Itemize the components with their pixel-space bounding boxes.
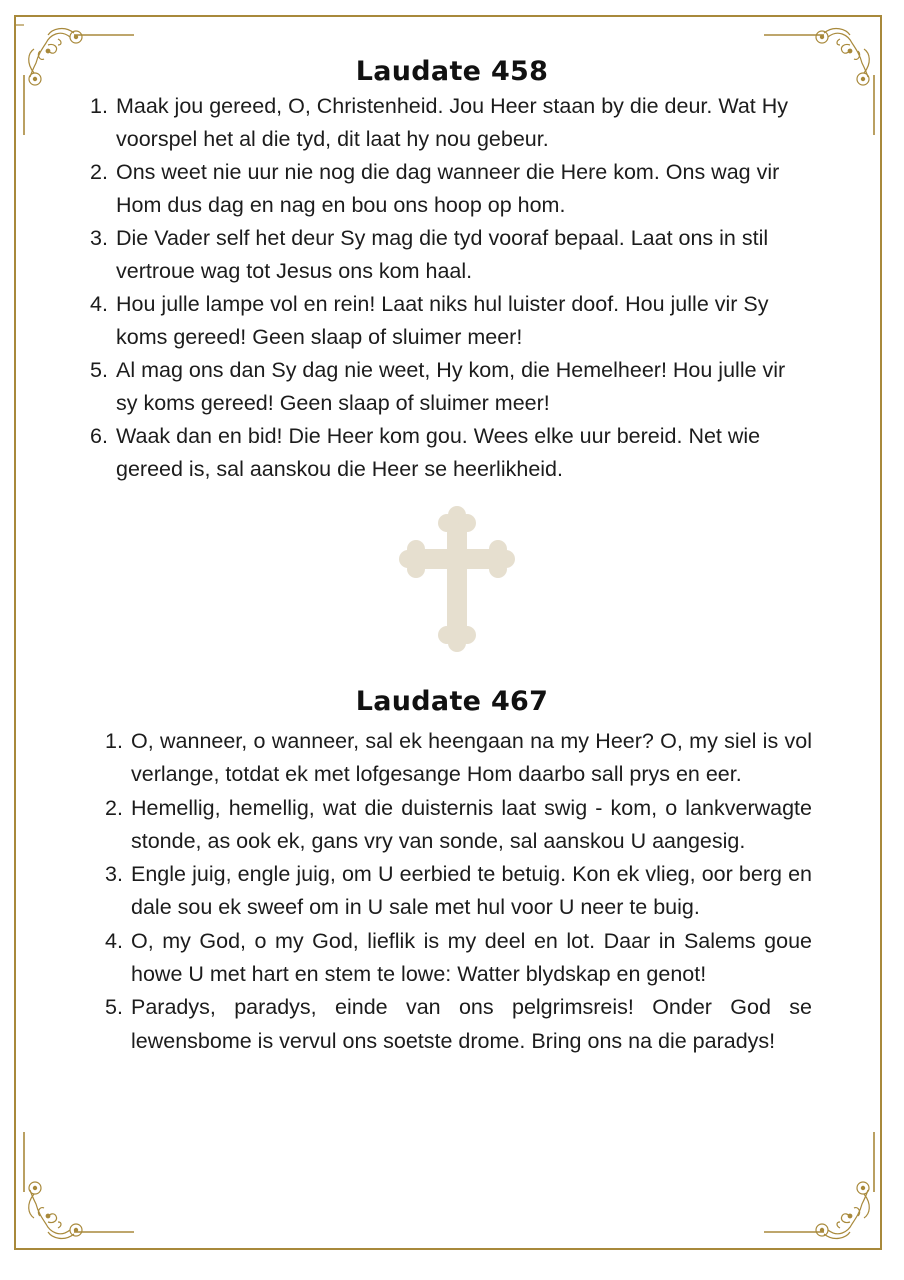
verse-item — [90, 156, 810, 222]
verse-number: 4. — [90, 292, 108, 316]
verse-number: 1. — [105, 729, 123, 753]
hymn-467-verse-list — [105, 725, 812, 1058]
verse-number: 5. — [90, 358, 108, 382]
verse-text: O, wanneer, o wanneer, sal ek heengaan na my Heer? O, my siel is vol verlange, totdat ek met lofgesange Hom daarbo sall prys en eer. — [131, 729, 812, 787]
verse-text: O, my God, o my God, lieflik is my deel en lot. Daar in Salems goue howe U met hart en stem te lowe: Watter blydskap en genot! — [131, 928, 812, 987]
verse-item — [105, 991, 812, 1058]
verse-number: 2. — [90, 160, 108, 184]
verse-number: 5. — [105, 995, 123, 1020]
hymn-title-458: Laudate 458 — [355, 56, 549, 88]
verse-text: Hou julle lampe vol en rein! Laat niks hul luister doof. Hou julle vir Sy koms gereed! Geen slaap of sluimer meer! — [116, 292, 769, 349]
verse-number: 3. — [90, 226, 108, 250]
verse-item — [105, 858, 812, 925]
cross-icon — [399, 503, 515, 653]
verse-item — [90, 288, 810, 354]
verse-text: Al mag ons dan Sy dag nie weet, Hy kom, die Hemelheer! Hou julle vir sy koms gereed! Geen slaap of sluimer meer! — [116, 358, 786, 415]
verse-text: Maak jou gereed, O, Christenheid. Jou Heer staan by die deur. Wat Hy voorspel het al die tyd, dit laat hy nou gebeur. — [116, 94, 789, 151]
verse-text: Engle juig, engle juig, om U eerbied te betuig. Kon ek vlieg, oor berg en dale sou ek sweef om in U sale met hul voor U neer te buig. — [131, 862, 812, 920]
verse-item — [90, 222, 810, 288]
verse-number: 3. — [105, 862, 123, 887]
verse-number: 1. — [90, 94, 108, 118]
verse-number: 4. — [105, 928, 123, 953]
hymn-458-verse-list — [90, 90, 810, 486]
verse-item — [90, 420, 810, 486]
corner-flourish-icon — [14, 1132, 134, 1252]
verse-item — [105, 925, 812, 992]
hymn-title-467: Laudate 467 — [355, 686, 549, 718]
verse-item — [90, 354, 810, 420]
verse-text: Die Vader self het deur Sy mag die tyd vooraf bepaal. Laat ons in stil vertroue wag tot Jesus ons kom haal. — [116, 226, 769, 283]
verse-item — [105, 725, 812, 792]
verse-number: 2. — [105, 795, 123, 820]
verse-text: Ons weet nie uur nie nog die dag wanneer die Here kom. Ons wag vir Hom dus dag en nag en bou ons hoop op hom. — [116, 160, 780, 217]
verse-text: Hemellig, hemellig, wat die duisternis laat swig - kom, o lankverwagte stonde, as ook ek, gans vry van sonde, sal aanskou U aangesig. — [131, 795, 812, 853]
verse-text: Paradys, paradys, einde van ons pelgrimsreis! Onder God se lewensbome is vervul ons soetste drome. Bring ons na die paradys! — [131, 995, 812, 1053]
corner-flourish-icon — [764, 1132, 884, 1252]
verse-item — [90, 90, 810, 156]
verse-text: Waak dan en bid! Die Heer kom gou. Wees elke uur bereid. Net wie gereed is, sal aanskou die Heer se heerlikheid. — [116, 424, 761, 481]
verse-item — [105, 792, 812, 859]
verse-number: 6. — [90, 424, 108, 448]
